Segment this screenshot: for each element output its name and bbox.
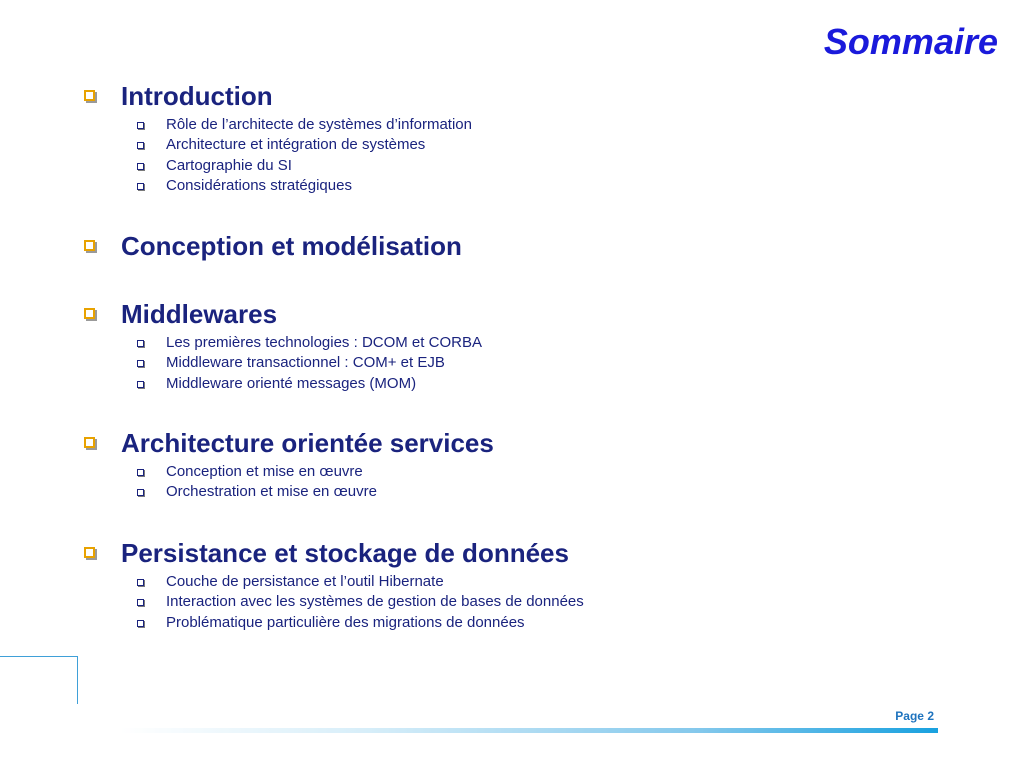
list-item-label: Conception et mise en œuvre (166, 463, 363, 480)
section-title: Introduction (121, 81, 273, 111)
section-title: Architecture orientée services (121, 428, 494, 458)
list-item-label: Interaction avec les systèmes de gestion de bases de données (166, 593, 584, 611)
list-item (0, 374, 1000, 394)
small-square-bullet-icon (137, 489, 144, 496)
section-conception (0, 231, 1000, 265)
small-square-bullet-icon (137, 163, 144, 170)
sub-item-list (0, 572, 1000, 633)
square-bullet-icon (84, 437, 95, 448)
small-square-bullet-icon (137, 142, 144, 149)
list-item (0, 135, 1000, 155)
small-square-bullet-icon (137, 360, 144, 367)
list-item-label: Middleware transactionnel : COM+ et EJB (166, 354, 445, 372)
small-square-bullet-icon (137, 122, 144, 129)
list-item-label: Considérations stratégiques (166, 177, 352, 195)
list-item (0, 572, 1000, 592)
list-item (0, 462, 1000, 482)
section-title: Conception et modélisation (121, 231, 462, 261)
section-introduction (0, 81, 1000, 197)
slide-title: Sommaire (823, 21, 998, 62)
list-item-label: Couche de persistance et l’outil Hibernate (166, 573, 444, 590)
section-persistance (0, 538, 1000, 633)
small-square-bullet-icon (137, 599, 144, 606)
square-bullet-icon (84, 547, 95, 558)
list-item (0, 115, 1000, 135)
corner-line-horizontal (0, 656, 78, 657)
small-square-bullet-icon (137, 340, 144, 347)
list-item-label: Problématique particulière des migrations de données (166, 613, 525, 631)
list-item (0, 333, 1000, 353)
square-bullet-icon (84, 308, 95, 319)
section-title: Middlewares (121, 299, 278, 329)
small-square-bullet-icon (137, 469, 144, 476)
list-item (0, 176, 1000, 196)
corner-line-vertical (77, 656, 78, 704)
list-item-label: Architecture et intégration de systèmes (166, 136, 426, 154)
list-item (0, 353, 1000, 373)
sub-item-list (0, 462, 1000, 503)
sub-item-list (0, 333, 1000, 394)
small-square-bullet-icon (137, 620, 144, 627)
list-item-label: Les premières technologies : DCOM et CORBA (166, 334, 482, 351)
list-item (0, 613, 1000, 633)
list-item (0, 482, 1000, 502)
section-architecture-services (0, 428, 1000, 503)
square-bullet-icon (84, 90, 95, 101)
small-square-bullet-icon (137, 381, 144, 388)
page-number: Page 2 (895, 709, 934, 723)
list-item-label: Cartographie du SI (166, 156, 292, 174)
footer-gradient-bar (120, 728, 938, 733)
list-item-label: Middleware orienté messages (MOM) (166, 374, 417, 392)
list-item-label: Rôle de l’architecte de systèmes d’information (166, 116, 472, 133)
square-bullet-icon (84, 240, 95, 251)
sub-item-list (0, 115, 1000, 197)
small-square-bullet-icon (137, 183, 144, 190)
list-item (0, 592, 1000, 612)
list-item (0, 156, 1000, 176)
section-title: Persistance et stockage de données (121, 538, 569, 568)
list-item-label: Orchestration et mise en œuvre (166, 483, 377, 501)
section-middlewares (0, 299, 1000, 394)
small-square-bullet-icon (137, 579, 144, 586)
